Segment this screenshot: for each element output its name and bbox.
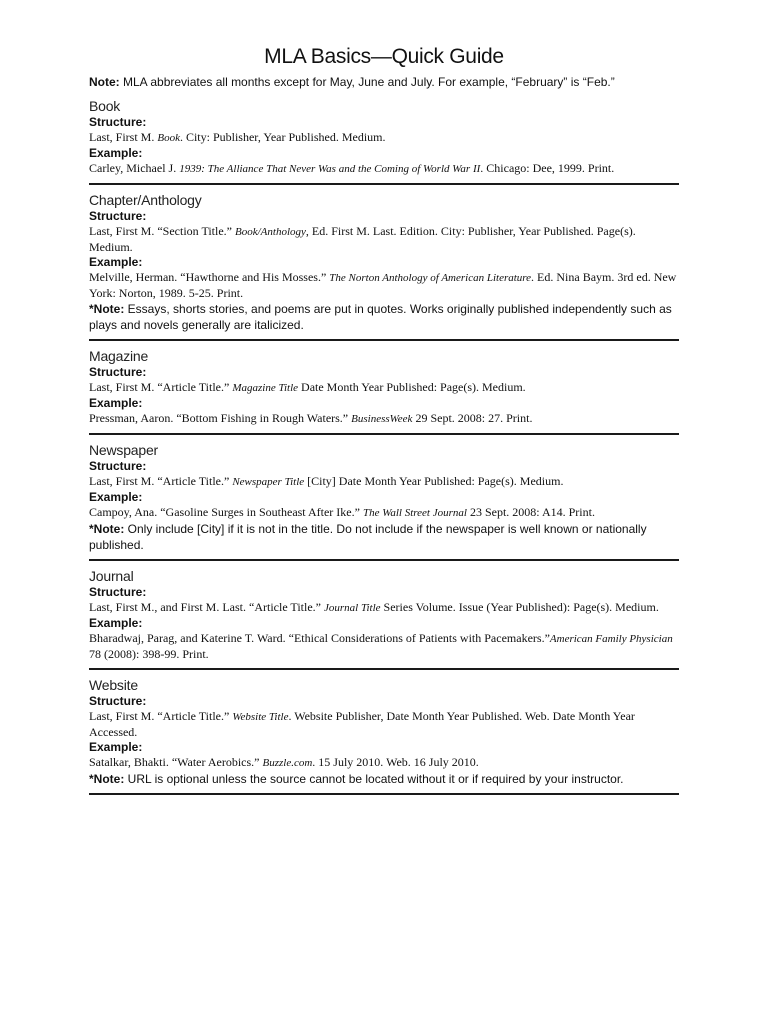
example-part: Satalkar, Bhakti. “Water Aerobics.” — [89, 755, 263, 769]
example-part: . Chicago: Dee, 1999. Print. — [480, 161, 615, 175]
section-heading: Book — [89, 98, 121, 114]
top-note-text: MLA abbreviates all months except for May, June and July. For example, “February” is “Feb.” — [119, 75, 615, 89]
example-part: Pressman, Aaron. “Bottom Fishing in Rough Waters.” — [89, 411, 352, 425]
example-italic: The Wall Street Journal — [362, 507, 467, 519]
structure-part: . Website Publisher, Date Month Year Published. Web. Date Month Year Accessed. — [89, 709, 635, 739]
example-text — [89, 161, 679, 177]
note-label: *Note: — [89, 522, 125, 536]
example-part: Bharadwaj, Parag, and Katerine T. Ward. “Ethical Considerations of Patients with Pacemakers.” — [89, 631, 550, 645]
top-note — [89, 74, 679, 90]
structure-text — [89, 709, 679, 740]
mla-guide-page — [89, 44, 679, 801]
structure-part: [City] Date Month Year Published: Page(s). Medium. — [304, 474, 564, 488]
structure-part: Series Volume. Issue (Year Published): Page(s). Medium. — [380, 600, 659, 614]
section-heading: Website — [89, 677, 138, 693]
structure-label: Structure: — [89, 115, 147, 129]
section-note — [89, 521, 679, 553]
structure-italic: Magazine Title — [232, 382, 299, 394]
section-book — [89, 97, 679, 185]
structure-part: Date Month Year Published: Page(s). Medium. — [298, 380, 526, 394]
note-text: Only include [City] if it is not in the title. Do not include if the newspaper is well known or nationally published. — [89, 522, 647, 552]
example-text — [89, 505, 679, 521]
structure-text — [89, 474, 679, 490]
structure-italic: Book/Anthology — [235, 226, 306, 238]
example-text — [89, 270, 679, 301]
example-italic: BusinessWeek — [351, 413, 413, 425]
page-title: MLA Basics—Quick Guide — [264, 45, 504, 68]
note-text: URL is optional unless the source cannot be located without it or if required by your instructor. — [124, 772, 624, 786]
example-italic: American Family Physician — [549, 633, 673, 645]
section-heading: Magazine — [89, 348, 149, 364]
structure-part: Last, First M., and First M. Last. “Article Title.” — [89, 600, 324, 614]
example-label: Example: — [89, 146, 143, 160]
section-heading: Chapter/Anthology — [89, 192, 202, 208]
example-label: Example: — [89, 490, 143, 504]
structure-text — [89, 600, 679, 616]
structure-part: Last, First M. “Article Title.” — [89, 474, 233, 488]
note-text: Essays, shorts stories, and poems are put in quotes. Works originally published independently such as plays and novels generally are italicized. — [89, 302, 672, 332]
example-part: . 15 July 2010. Web. 16 July 2010. — [312, 755, 479, 769]
section-heading: Newspaper — [89, 442, 159, 458]
example-part: 23 Sept. 2008: A14. Print. — [466, 505, 595, 519]
section-heading: Journal — [89, 568, 134, 584]
section-journal — [89, 567, 679, 670]
structure-italic: Journal Title — [324, 602, 381, 614]
example-part: Melville, Herman. “Hawthorne and His Mosses.” — [89, 270, 330, 284]
structure-label: Structure: — [89, 694, 147, 708]
structure-label: Structure: — [89, 209, 147, 223]
example-italic: 1939: The Alliance That Never Was and the Coming of World War II — [179, 163, 481, 175]
example-text — [89, 755, 679, 771]
example-label: Example: — [89, 255, 143, 269]
structure-part: Last, First M. “Article Title.” — [89, 380, 233, 394]
structure-label: Structure: — [89, 585, 147, 599]
example-part: Carley, Michael J. — [89, 161, 180, 175]
section-magazine — [89, 347, 679, 435]
note-label: *Note: — [89, 302, 125, 316]
example-italic: The Norton Anthology of American Literature — [329, 272, 532, 284]
structure-text — [89, 380, 679, 396]
structure-label: Structure: — [89, 365, 147, 379]
section-note — [89, 771, 679, 787]
example-part: . Ed. Nina Baym. 3rd ed. New York: Norton, 1989. 5-25. Print. — [89, 270, 677, 300]
note-label: *Note: — [89, 772, 125, 786]
section-chapter-anthology — [89, 191, 679, 341]
structure-part: Last, First M. — [89, 130, 158, 144]
structure-italic: Website Title — [232, 711, 289, 723]
section-newspaper — [89, 441, 679, 561]
example-text — [89, 631, 679, 662]
structure-part: Last, First M. “Article Title.” — [89, 709, 233, 723]
example-label: Example: — [89, 396, 143, 410]
structure-text — [89, 130, 679, 146]
section-note — [89, 301, 679, 333]
example-label: Example: — [89, 616, 143, 630]
structure-part: . City: Publisher, Year Published. Medium. — [179, 130, 386, 144]
structure-text — [89, 224, 679, 255]
structure-label: Structure: — [89, 459, 147, 473]
example-label: Example: — [89, 740, 143, 754]
structure-italic: Book — [157, 132, 180, 144]
top-note-label: Note: — [89, 75, 120, 89]
section-website — [89, 676, 679, 795]
example-part: 29 Sept. 2008: 27. Print. — [412, 411, 533, 425]
example-part: Campoy, Ana. “Gasoline Surges in Southeast After Ike.” — [89, 505, 363, 519]
example-part: 78 (2008): 398-99. Print. — [89, 647, 209, 661]
structure-part: Last, First M. “Section Title.” — [89, 224, 236, 238]
example-text — [89, 411, 679, 427]
structure-italic: Newspaper Title — [232, 476, 305, 488]
example-italic: Buzzle.com — [262, 757, 313, 769]
structure-part: , Ed. First M. Last. Edition. City: Publisher, Year Published. Page(s). Medium. — [89, 224, 636, 254]
